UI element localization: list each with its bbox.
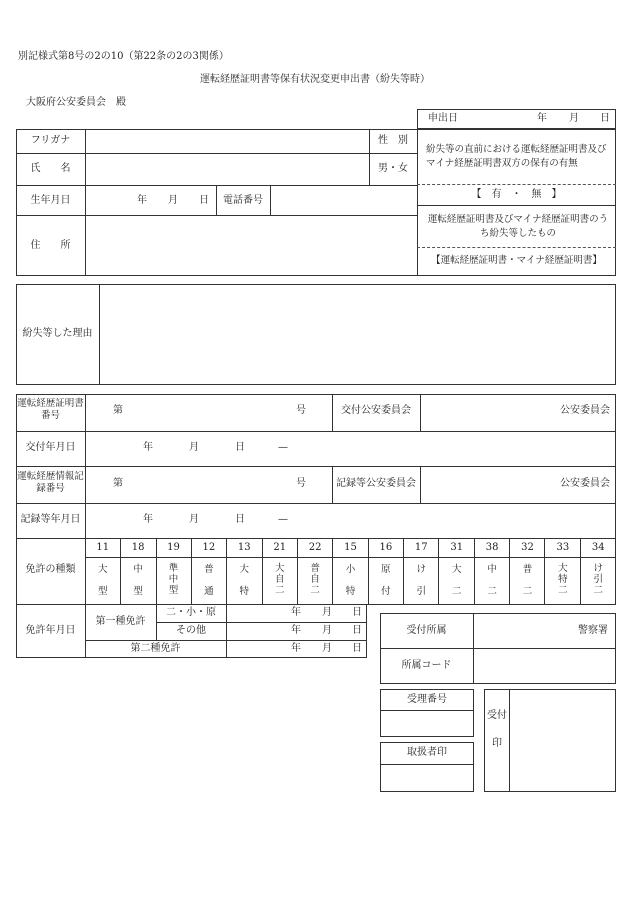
license-type-16[interactable]: 原 付 — [381, 564, 391, 597]
license-date-label: 免許年月日 — [25, 625, 76, 636]
license-type-19[interactable]: 準 中 型 — [168, 563, 179, 596]
license-type-12[interactable]: 普 通 — [204, 564, 214, 597]
recording-commission-label: 記録等公安委員会 — [336, 478, 416, 489]
license-code-12: 12 — [202, 542, 216, 553]
form-title: 運転経歴証明書等保有状況変更申出書（紛失等時） — [200, 74, 430, 85]
handler-seal-label: 取扱者印 — [407, 747, 447, 758]
license-type-13[interactable]: 大 特 — [239, 564, 250, 597]
license-type-15[interactable]: 小 特 — [345, 564, 356, 597]
address-label: 住 所 — [30, 240, 71, 251]
first-class-label: 第一種免許 — [95, 616, 146, 627]
license-type-label: 免許の種類 — [25, 564, 76, 575]
license-type-31[interactable]: 大 二 — [451, 564, 462, 597]
receiving-office-label: 受付所属 — [406, 625, 447, 636]
cert-number-label: 運転経歴証明書番号 — [17, 398, 84, 422]
lost-item-answer[interactable]: 【運転経歴証明書・マイナ経歴証明書】 — [431, 255, 602, 266]
license-type-33[interactable]: 大 特 二 — [558, 563, 568, 596]
reason-label: 紛失等した理由 — [22, 328, 93, 339]
reason-input[interactable] — [100, 285, 615, 384]
receipt-seal-label: 受付印 — [487, 710, 507, 749]
birth-date-label: 生年月日 — [30, 195, 71, 206]
license-code-22: 22 — [308, 542, 322, 553]
license-code-31: 31 — [450, 542, 464, 553]
license-code-13: 13 — [237, 542, 251, 553]
license-code-34: 34 — [591, 542, 605, 553]
application-date-label: 申出日 — [428, 113, 458, 124]
record-number-label: 運転経歴情報記録番号 — [17, 471, 84, 495]
license-type-22[interactable]: 普 自 二 — [310, 563, 320, 596]
holding-answer[interactable]: 【 有 ・ 無 】 — [471, 189, 562, 200]
issue-date-label: 交付年月日 — [25, 442, 76, 453]
license-code-11: 11 — [96, 542, 110, 553]
license-type-38[interactable]: 中 二 — [487, 564, 497, 597]
license-code-32: 32 — [521, 542, 534, 553]
license-type-21[interactable]: 大 自 二 — [274, 563, 285, 596]
license-code-17: 17 — [414, 542, 428, 553]
office-code-label: 所属コード — [401, 660, 452, 671]
license-code-38: 38 — [485, 542, 499, 553]
phone-label: 電話番号 — [223, 195, 263, 206]
sex-label: 性 別 — [378, 135, 408, 146]
first-class-sub1: 二・小・原 — [166, 607, 216, 618]
license-type-11[interactable]: 大 型 — [97, 564, 108, 597]
holding-question: 紛失等の直前における運転経歴証明書及びマイナ経歴証明書双方の保有の有無 — [426, 144, 607, 169]
lost-item-question: 運転経歴証明書及びマイナ経歴証明書のうち紛失等したもの — [427, 214, 609, 239]
furigana-label: フリガナ — [30, 135, 71, 146]
second-class-label: 第二種免許 — [130, 643, 181, 654]
license-code-15: 15 — [344, 542, 357, 553]
record-date-label: 記録等年月日 — [20, 514, 81, 525]
license-type-18[interactable]: 中 型 — [133, 564, 143, 597]
addressee: 大阪府公安委員会 殿 — [26, 97, 126, 108]
sex-options[interactable]: 男・女 — [378, 163, 408, 174]
issuing-commission-label: 交付公安委員会 — [341, 405, 411, 416]
license-type-17[interactable]: け 引 — [416, 564, 427, 597]
license-code-21: 21 — [273, 542, 287, 553]
receipt-number-label: 受理番号 — [407, 694, 447, 705]
license-code-33: 33 — [556, 542, 570, 553]
first-class-sub2: その他 — [176, 625, 206, 636]
license-code-16: 16 — [379, 542, 393, 553]
license-code-19: 19 — [167, 542, 180, 553]
license-code-18: 18 — [131, 542, 145, 553]
license-type-32[interactable]: 普 二 — [522, 564, 533, 597]
form-number: 別記様式第8号の2の10（第22条の2の3関係） — [18, 51, 229, 62]
license-type-34[interactable]: け 引 二 — [593, 563, 604, 596]
name-label: 氏 名 — [30, 163, 71, 174]
